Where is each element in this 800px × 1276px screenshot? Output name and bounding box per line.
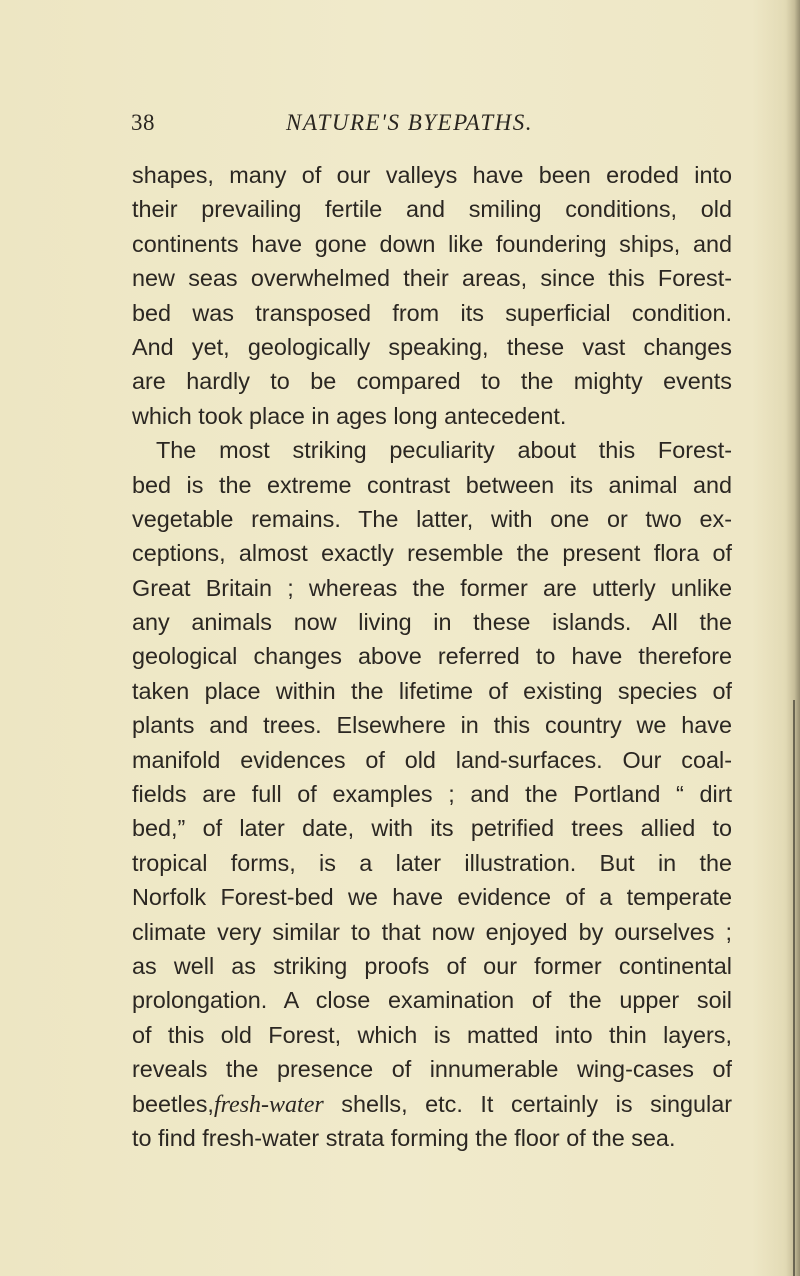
text-line: continents have gone down like foundering ships, and xyxy=(132,230,732,257)
page-edge-line xyxy=(793,700,795,1276)
text-line: geological changes above referred to have therefore xyxy=(132,643,732,670)
italic-text: fresh-water xyxy=(213,1091,324,1118)
text-run: beetles, xyxy=(132,1090,214,1117)
text-line: Great Britain ; whereas the former are utterly unlike xyxy=(132,574,732,601)
page-number: 38 xyxy=(131,110,155,135)
text-line: tropical forms, is a later illustration. But in the xyxy=(132,849,732,876)
text-line: bed is the extreme contrast between its animal and xyxy=(132,471,732,498)
text-line: are hardly to be compared to the mighty events xyxy=(132,368,732,395)
page-header xyxy=(131,108,731,142)
text-line: bed was transposed from its superficial condition. xyxy=(132,299,732,326)
text-line: reveals the presence of innumerable wing-cases of xyxy=(132,1056,732,1083)
text-run: shells, etc. It certainly is singular xyxy=(323,1090,732,1117)
text-line: any animals now living in these islands. All the xyxy=(132,609,732,636)
running-title: NATURE'S BYEPATHS. xyxy=(286,110,534,135)
text-line: The most striking peculiarity about this Forest- xyxy=(156,437,732,464)
text-line: And yet, geologically speaking, these vast changes xyxy=(132,333,732,360)
text-line: Norfolk Forest-bed we have evidence of a temperate xyxy=(132,884,732,911)
text-line: new seas overwhelmed their areas, since this Forest- xyxy=(132,265,732,292)
text-line-mixed xyxy=(132,1087,732,1121)
text-line: shapes, many of our valleys have been eroded into xyxy=(132,162,732,188)
text-line: of this old Forest, which is matted into thin layers, xyxy=(132,1021,732,1048)
text-line: fields are full of examples ; and the Portland “ dirt xyxy=(132,781,732,808)
text-line: taken place within the lifetime of existing species of xyxy=(132,677,732,704)
text-line: as well as striking proofs of our former continental xyxy=(132,952,732,979)
text-line: to find fresh-water strata forming the floor of the sea. xyxy=(132,1124,676,1151)
text-line: their prevailing fertile and smiling conditions, old xyxy=(132,196,732,223)
text-line: bed,” of later date, with its petrified trees allied to xyxy=(132,815,732,842)
text-line: ceptions, almost exactly resemble the present flora of xyxy=(132,540,732,567)
text-line: manifold evidences of old land-surfaces. Our coal- xyxy=(132,746,732,773)
text-line: prolongation. A close examination of the upper soil xyxy=(132,987,732,1014)
text-line: which took place in ages long antecedent. xyxy=(132,402,567,429)
text-line: climate very similar to that now enjoyed by ourselves ; xyxy=(132,918,732,945)
text-line: plants and trees. Elsewhere in this country we have xyxy=(132,712,732,739)
text-line: vegetable remains. The latter, with one or two ex- xyxy=(132,505,732,532)
body-text xyxy=(132,158,732,1155)
